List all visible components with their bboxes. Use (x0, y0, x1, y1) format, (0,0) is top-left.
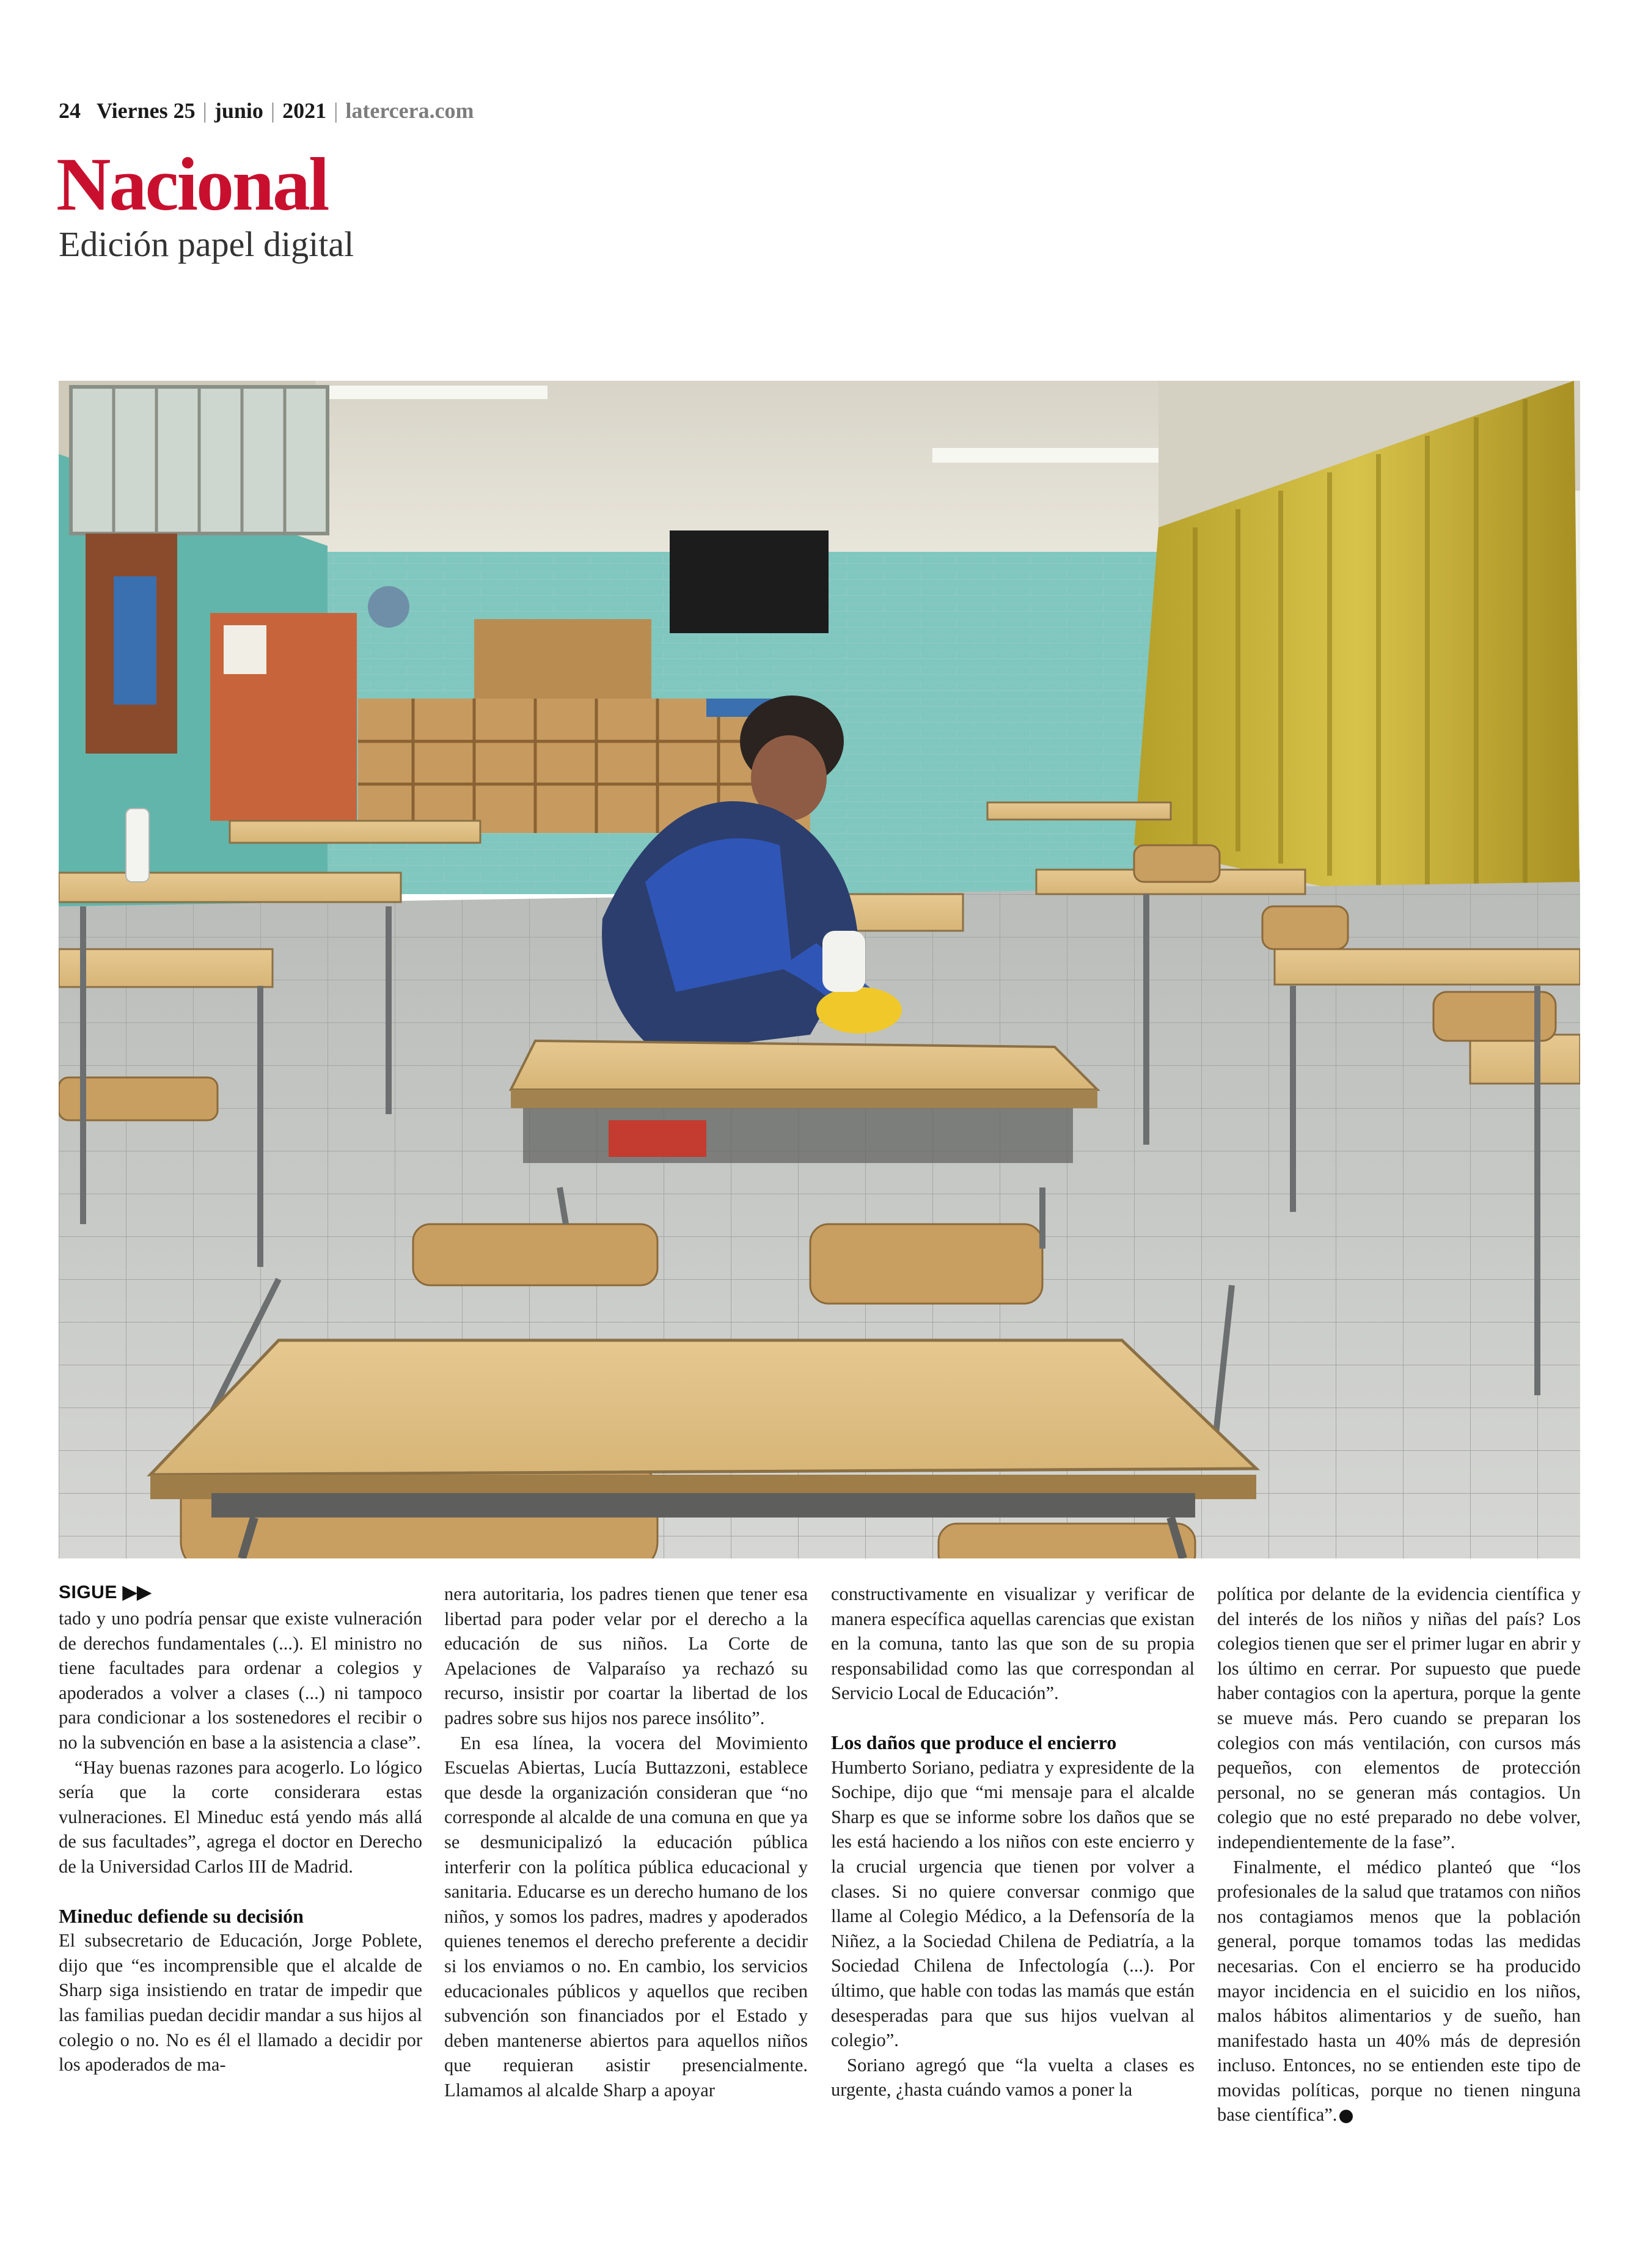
paragraph: política por delante de la evidencia científica y del interés de los niños y niñas del país? Los colegios tienen que ser el primer lugar en abrir y los último en cerrar. Por supuesto que puede haber contagios con la apertura, porque la gente se mueve más. Pero cuando se preparan los colegios con más ventilación, con cursos más pequeños, con elementos de protección personal, no se generan más contagios. Un colegio que no esté preparado no debe volver, independientemente de la fase”. (1217, 1584, 1581, 1852)
end-of-article-icon (1339, 2110, 1353, 2123)
folio-separator: | (270, 98, 276, 123)
article-column-4 (1217, 1582, 1581, 2127)
paragraph: Soriano agregó que “la vuelta a clases es urgente, ¿hasta cuándo vamos a poner la (831, 2054, 1195, 2101)
folio-separator: | (334, 98, 339, 123)
issue-month: junio (214, 98, 263, 123)
paragraph (1217, 1855, 1581, 2128)
subheading: Los daños que produce el encierro (831, 1731, 1117, 1753)
page-number: 24 (59, 98, 81, 123)
paragraph: El subsecretario de Educación, Jorge Poblete, dijo que “es incomprensible que el alcalde de Sharp siga insistiendo en tratar de impedir que las familias puedan decidir mandar a sus hijos al colegio o no. No es él el llamado a decidir por los apoderados de ma- (59, 1930, 422, 2075)
issue-year: 2021 (282, 98, 327, 123)
article-column-1 (59, 1606, 422, 2077)
sigue-label: SIGUE ▶▶ (59, 1582, 152, 1602)
section-subtitle: Edición papel digital (59, 224, 354, 264)
paragraph: tado y uno podría pensar que existe vulneración de derechos fundamentales (...). El ministro no tiene facultades para ordenar a colegios y apoderados a volver a clases (...) ni tampoco para condicionar a los sostenedores el recibir o no la subvención en base a la asistencia a clase”. (59, 1608, 422, 1753)
page-folio (59, 98, 474, 123)
paragraph: Humberto Soriano, pediatra y expresidente de la Sochipe, dijo que “mi mensaje para el alcalde Sharp es que se informe sobre los daños que se les está haciendo a los niños con este encierro y la crucial urgencia que tienen por volver a clases. Si no quiere conversar conmigo que llame al Colegio Médico, a la Defensoría de la Niñez, a la Sociedad Chilena de Pediatría, a la Sociedad Chilena de Infectología (...). Por último, que hable con todas las mamás que están desesperadas para que sus hijos vuelvan al colegio”. (831, 1756, 1195, 2051)
paragraph: En esa línea, la vocera del Movimiento Escuelas Abiertas, Lucía Buttazzoni, establece que desde la organización consideran que “no corresponde al alcalde de una comuna en que ya se desmunicipalizó la educación pública interferir con la política pública educacional y sanitaria. Educarse es un derecho humano de los niños, y somos los padres, madres y apoderados quienes tenemos el derecho preferente a decidir si los enviamos o no. En cambio, los servicios educacionales públicos y aquellos que reciben subvención son financiados por el Estado y deben mantenerse abiertos para aquellos niños que requieran asistir presencialmente. Llamamos al alcalde Sharp a apoyar (444, 1732, 808, 2101)
paragraph: constructivamente en visualizar y verificar de manera específica aquellas carencias que existan en la comuna, tanto las que son de su propia responsabilidad como las que correspondan al Servicio Local de Educación”. (831, 1584, 1195, 1704)
classroom-photo (59, 381, 1580, 1558)
paragraph-gap (59, 1879, 422, 1904)
article-column-2 (444, 1582, 808, 2102)
site-link[interactable]: latercera.com (345, 98, 474, 123)
article-column-3 (831, 1582, 1195, 2102)
folio-separator: | (202, 98, 207, 123)
issue-weekday-day: Viernes 25 (97, 98, 196, 123)
paragraph: nera autoritaria, los padres tienen que tener esa libertad para poder velar por el derecho a la educación de sus niños. La Corte de Apelaciones de Valparaíso ya rechazó su recurso, insistir por coartar la libertad de los padres sobre sus hijos nos parece insólito”. (444, 1584, 808, 1728)
section-title: Nacional (56, 142, 328, 226)
paragraph-text: Finalmente, el médico planteó que “los profesionales de la salud que tratamos con niños nos contagiamos menos que la población general, porque tomamos todas las medidas necesarias. Con el encierro se ha producido mayor incidencia en el suicidio en los niños, malos hábitos alimentarios y de sueño, han manifestado hasta un 40% más de depresión incluso. Entonces, no se entienden este tipo de movidas políticas, porque no tienen ninguna base científica”. (1217, 1856, 1581, 2126)
paragraph-gap (831, 1706, 1195, 1730)
subheading: Mineduc defiende su decisión (59, 1904, 304, 1927)
paragraph: “Hay buenas razones para acogerlo. Lo lógico sería que la corte considerara estas vulneraciones. El Mineduc está yendo más allá de sus facultades”, agrega el doctor en Derecho de la Universidad Carlos III de Madrid. (59, 1756, 422, 1877)
